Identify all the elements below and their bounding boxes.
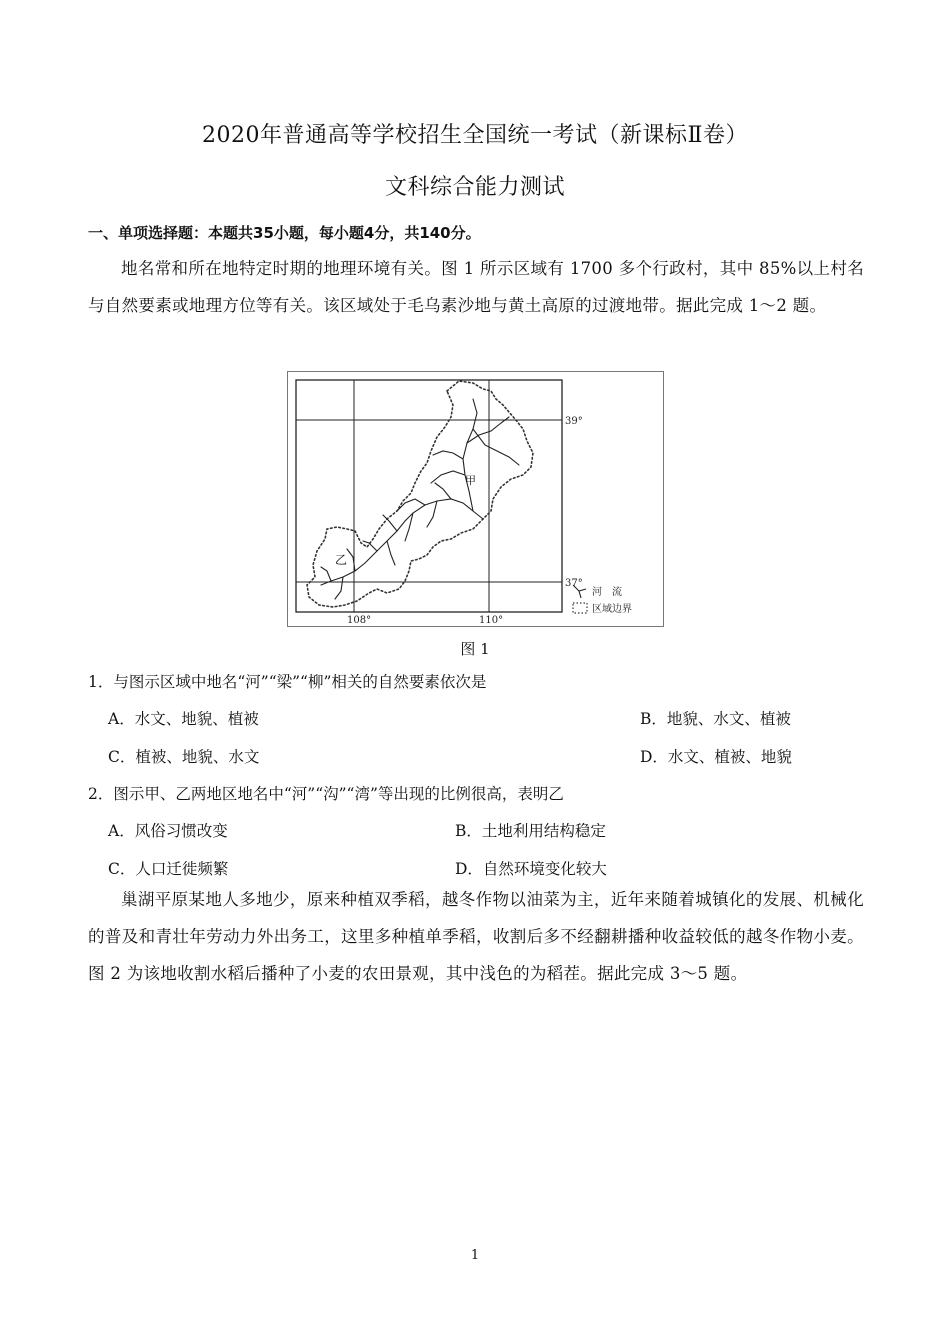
q2-option-d: D．自然环境变化较大 — [455, 860, 607, 878]
question-2-stem: 2．图示甲、乙两地区地名中“河”“沟”“湾”等出现的比例很高，表明乙 — [88, 785, 564, 803]
lon-label-110: 110° — [479, 615, 504, 626]
page-number: 1 — [470, 1248, 480, 1263]
q2-option-a: A．风俗习惯改变 — [108, 822, 228, 840]
lon-label-108: 108° — [347, 615, 372, 626]
exam-subtitle: 文科综合能力测试 — [384, 175, 565, 200]
passage-2: 巢湖平原某地人多地少，原来种植双季稻，越冬作物以油菜为主，近年来随着城镇化的发展、机械化的普及和青壮年劳动力外出务工，这里多种植单季稻，收割后多不经翻耕播种收益较低的越冬作物小麦。图 2 为该地收割水稻后播种了小麦的农田景观，其中浅色的为稻茬。据此完成 3～5 题。 — [88, 890, 864, 983]
legend-boundary-label: 区域边界 — [592, 604, 632, 615]
passage-1: 地名常和所在地特定时期的地理环境有关。图 1 所示区域有 1700 多个行政村，其中 85%以上村名与自然要素或地理方位等有关。该区域处于毛乌素沙地与黄土高原的过渡地带。据此完成 1～2 题。 — [88, 259, 864, 315]
q1-option-c: C．植被、地貌、水文 — [108, 748, 260, 766]
q1-option-d: D．水文、植被、地貌 — [640, 748, 792, 766]
q1-option-b: B．地貌、水文、植被 — [640, 710, 791, 728]
q1-option-a: A．水文、地貌、植被 — [108, 710, 259, 728]
figure-1-map — [287, 371, 664, 627]
q2-option-b: B．土地利用结构稳定 — [455, 822, 606, 840]
place-label-yi: 乙 — [335, 553, 348, 567]
lat-label-37: 37° — [565, 578, 583, 589]
legend-river-label: 河 流 — [592, 587, 622, 598]
question-1-stem: 1．与图示区域中地名“河”“梁”“柳”相关的自然要素依次是 — [88, 673, 487, 691]
q2-option-c: C．人口迁徙频繁 — [108, 860, 229, 878]
exam-title: 2020年普通高等学校招生全国统一考试（新课标Ⅱ卷） — [202, 123, 748, 148]
map-svg — [287, 371, 664, 627]
section-heading: 一、单项选择题：本题共35小题，每小题4分，共140分。 — [88, 224, 481, 242]
figure-1-caption: 图 1 — [460, 640, 490, 658]
place-label-jia: 甲 — [465, 474, 476, 487]
lat-label-39: 39° — [565, 416, 583, 427]
